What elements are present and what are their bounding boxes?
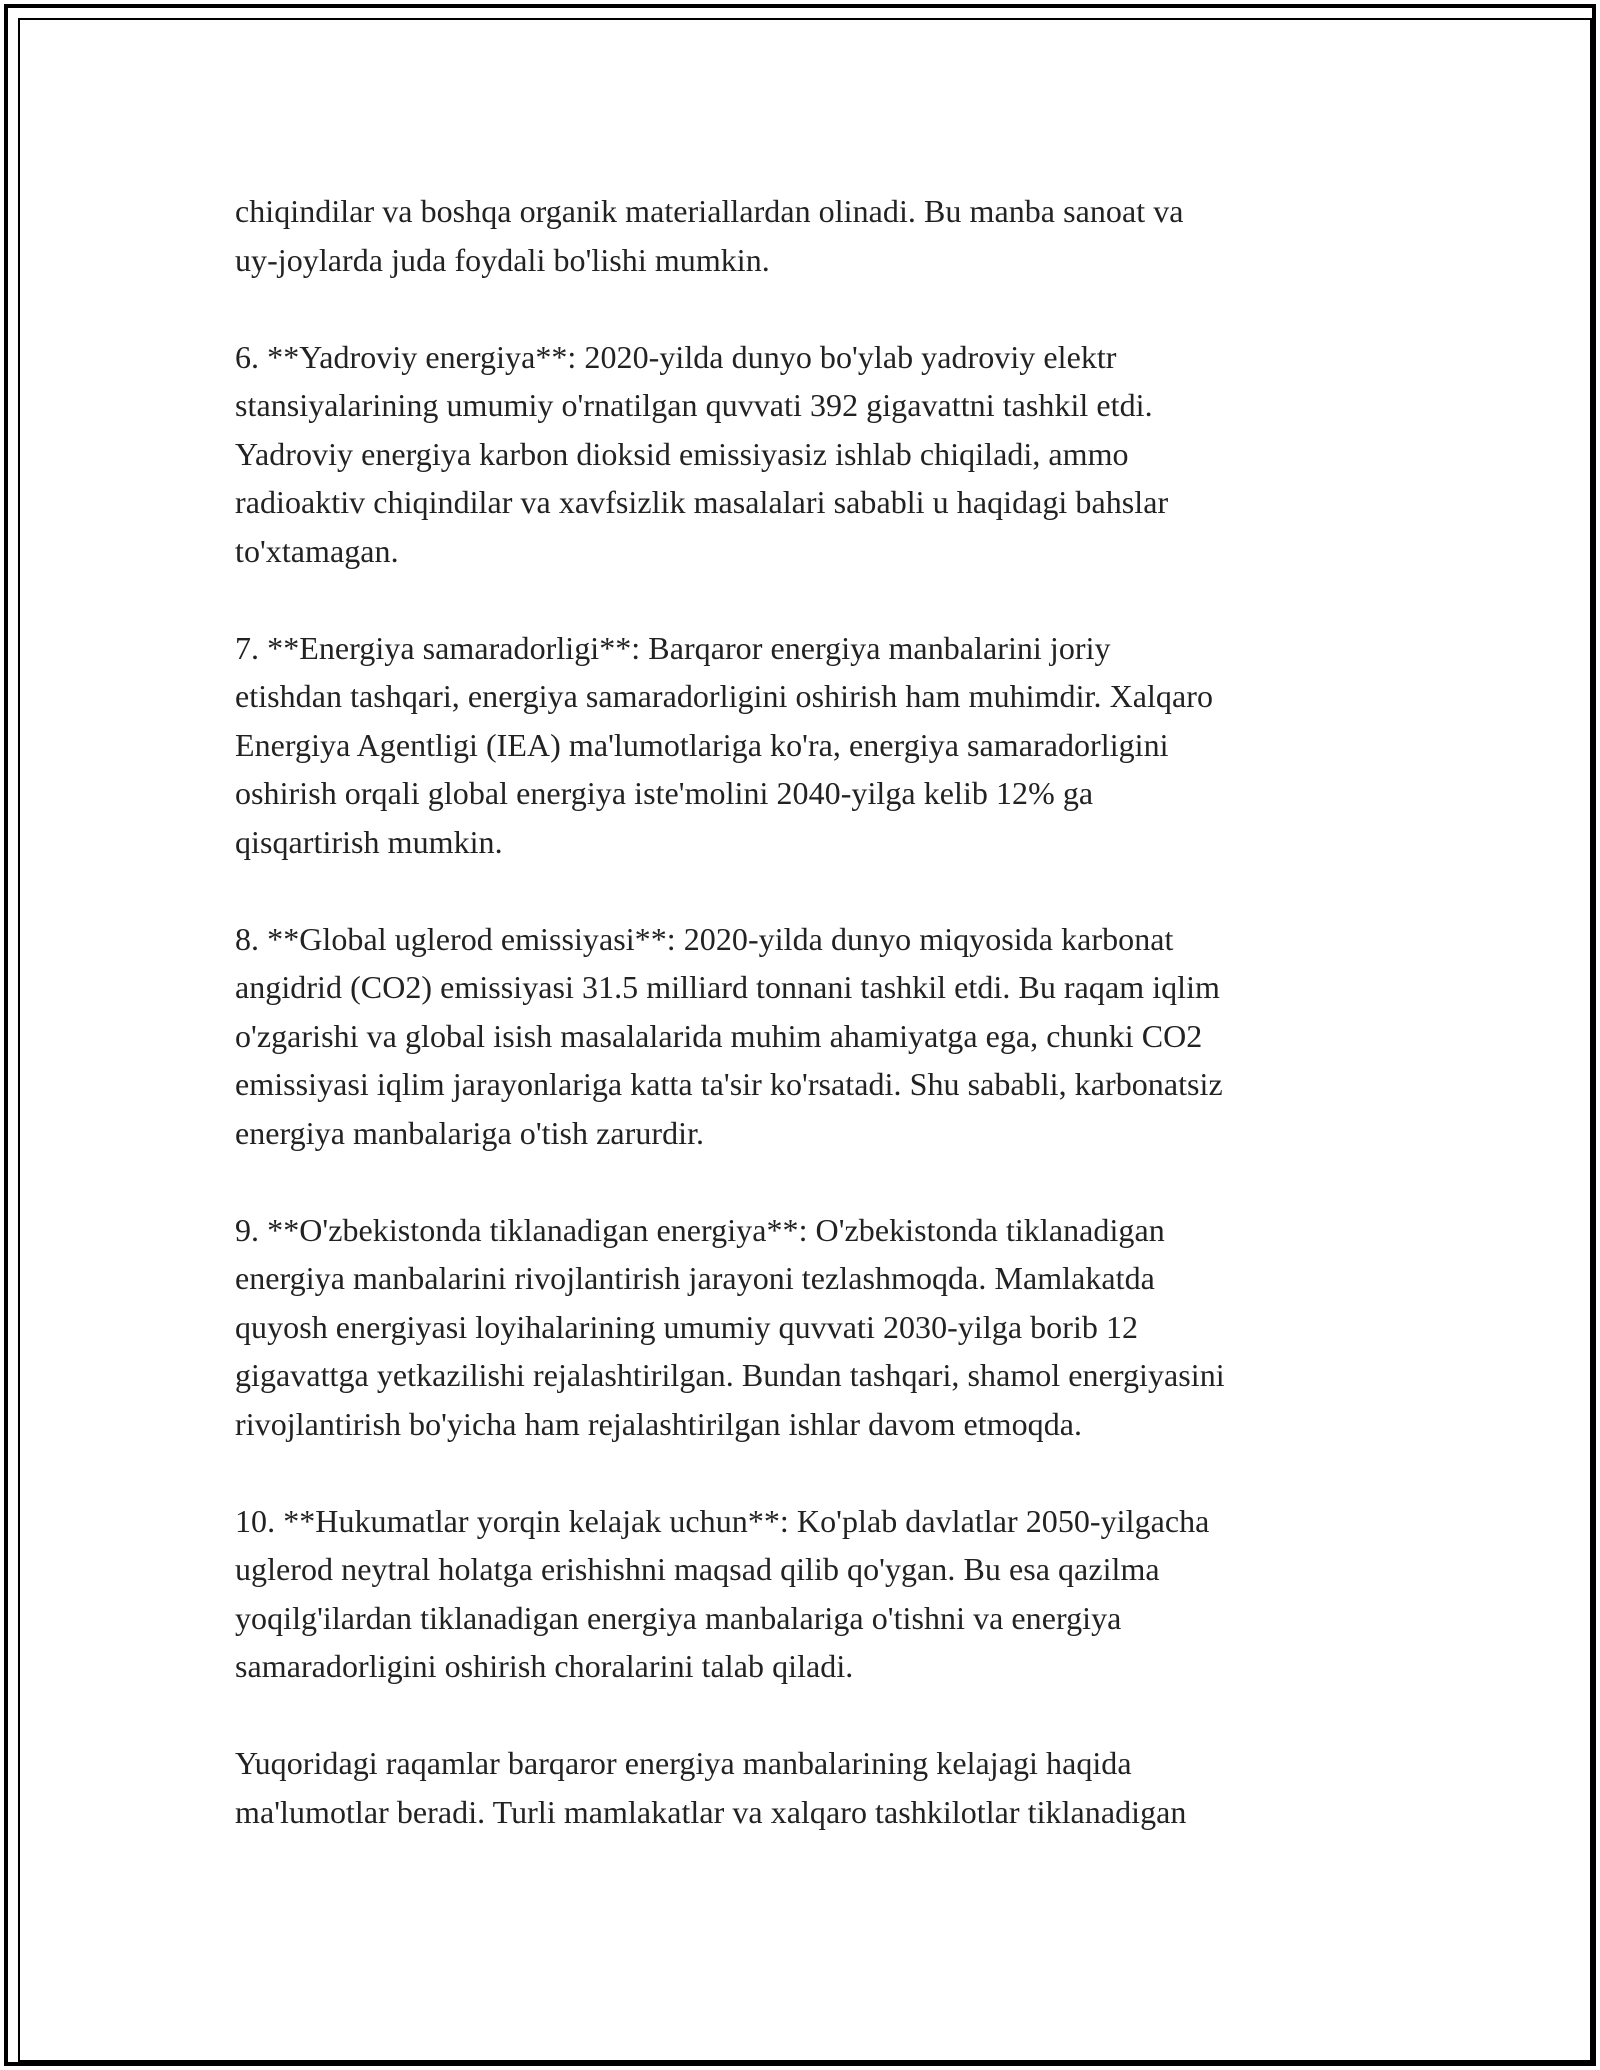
paragraph-conclusion	[235, 1739, 1380, 1836]
text-line: uglerod neytral holatga erishishni maqsad qilib qo'ygan. Bu esa qazilma	[235, 1551, 1160, 1587]
text-line: 8. **Global uglerod emissiyasi**: 2020-yilda dunyo miqyosida karbonat	[235, 920, 1174, 957]
text-line: uy-joylarda juda foydali bo'lishi mumkin.	[235, 241, 770, 278]
document-body	[235, 187, 1380, 1885]
text-line: 9. **O'zbekistonda tiklanadigan energiya**: O'zbekistonda tiklanadigan	[235, 1211, 1165, 1248]
text-line: Yuqoridagi raqamlar barqaror energiya manbalarining kelajagi haqida	[235, 1745, 1132, 1781]
text-line: energiya manbalariga o'tish zarurdir.	[235, 1114, 705, 1151]
text-line: 10. **Hukumatlar yorqin kelajak uchun**: Ko'plab davlatlar 2050-yilgacha	[235, 1502, 1210, 1539]
paragraph-continuation	[235, 187, 1380, 284]
text-line: 6. **Yadroviy energiya**: 2020-yilda dunyo bo'ylab yadroviy elektr	[235, 338, 1117, 375]
text-line: stansiyalarining umumiy o'rnatilgan quvvati 392 gigavattni tashkil etdi.	[235, 387, 1153, 423]
text-line: Yadroviy energiya karbon dioksid emissiyasiz ishlab chiqiladi, ammo	[235, 435, 1129, 472]
text-line: Energiya Agentligi (IEA) ma'lumotlariga ko'ra, energiya samaradorligini	[235, 726, 1169, 763]
text-line: ma'lumotlar beradi. Turli mamlakatlar va xalqaro tashkilotlar tiklanadigan	[235, 1793, 1187, 1830]
text-line: rivojlantirish bo'yicha ham rejalashtirilgan ishlar davom etmoqda.	[235, 1405, 1083, 1442]
text-line: qisqartirish mumkin.	[235, 823, 503, 860]
paragraph-energy-efficiency	[235, 624, 1380, 867]
text-line: o'zgarishi va global isish masalalarida muhim ahamiyatga ega, chunki CO2	[235, 1017, 1203, 1054]
paragraph-governments-future	[235, 1497, 1380, 1691]
text-line: quyosh energiyasi loyihalarining umumiy quvvati 2030-yilga borib 12	[235, 1308, 1139, 1345]
text-line: chiqindilar va boshqa organik materiallardan olinadi. Bu manba sanoat va	[235, 193, 1184, 229]
text-line: angidrid (CO2) emissiyasi 31.5 milliard tonnani tashkil etdi. Bu raqam iqlim	[235, 969, 1221, 1005]
text-line: energiya manbalarini rivojlantirish jarayoni tezlashmoqda. Mamlakatda	[235, 1260, 1155, 1296]
paragraph-global-carbon-emission	[235, 915, 1380, 1158]
text-line: samaradorligini oshirish choralarini talab qiladi.	[235, 1648, 854, 1684]
text-line: etishdan tashqari, energiya samaradorligini oshirish ham muhimdir. Xalqaro	[235, 678, 1213, 714]
text-line: 7. **Energiya samaradorligi**: Barqaror energiya manbalarini joriy	[235, 629, 1111, 666]
text-line: to'xtamagan.	[235, 532, 399, 569]
paragraph-nuclear-energy	[235, 333, 1380, 576]
text-line: emissiyasi iqlim jarayonlariga katta ta'sir ko'rsatadi. Shu sababli, karbonatsiz	[235, 1066, 1223, 1102]
text-line: yoqilg'ilardan tiklanadigan energiya manbalariga o'tishni va energiya	[235, 1599, 1122, 1636]
text-line: radioaktiv chiqindilar va xavfsizlik masalalari sababli u haqidagi bahslar	[235, 484, 1169, 520]
text-line: oshirish orqali global energiya iste'molini 2040-yilga kelib 12% ga	[235, 775, 1094, 811]
text-line: gigavattga yetkazilishi rejalashtirilgan. Bundan tashqari, shamol energiyasini	[235, 1357, 1225, 1393]
paragraph-uzbekistan-renewables	[235, 1206, 1380, 1449]
